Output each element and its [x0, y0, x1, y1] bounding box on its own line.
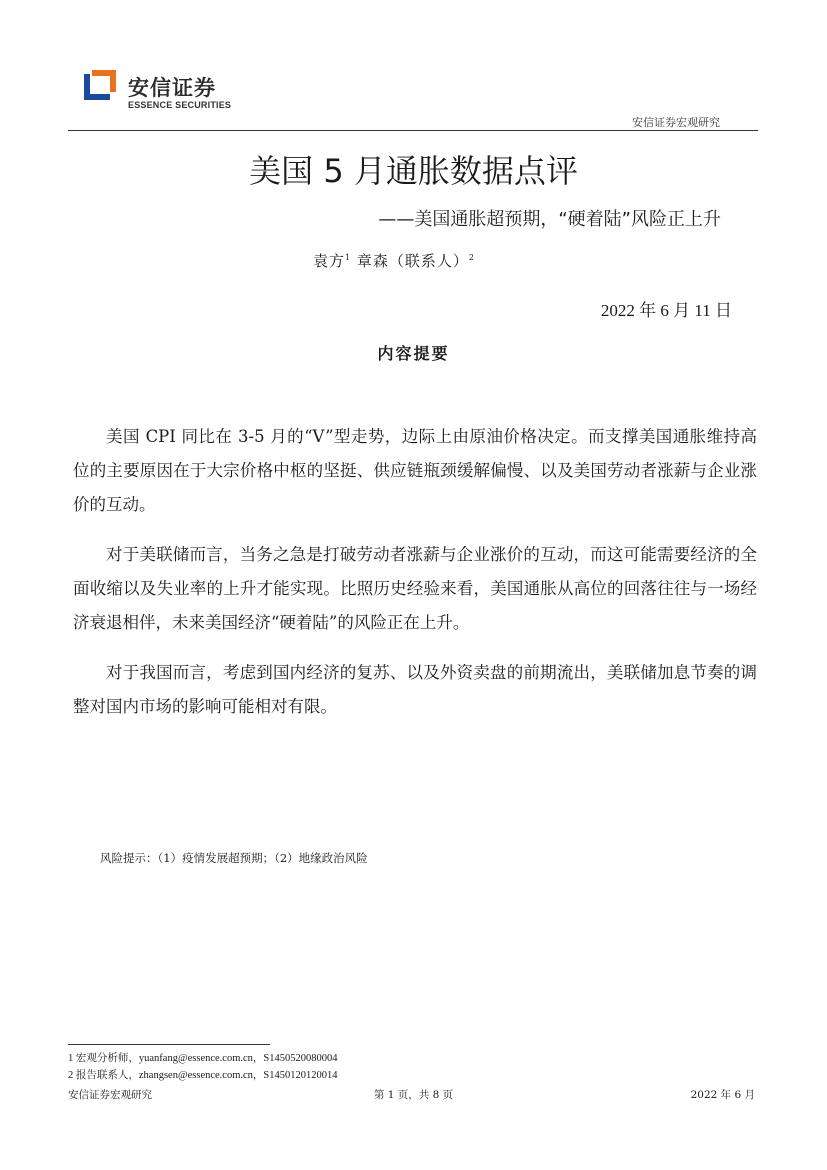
essence-logo-icon — [82, 68, 118, 102]
abstract-paragraph: 对于我国而言，考虑到国内经济的复苏、以及外资卖盘的前期流出，美联储加息节奏的调整对国内市场的影响可能相对有限。 — [73, 663, 757, 716]
footer-series: 安信证券宏观研究 — [68, 1089, 152, 1101]
author-1: 袁方 — [313, 252, 346, 270]
footer-date: 2022 年 6 月 — [690, 1089, 755, 1101]
footer-page-number: 第 1 页，共 8 页 — [373, 1089, 454, 1101]
footnote-2: 2 报告联系人，zhangsen@essence.com.cn，S1450120120014 — [68, 1070, 338, 1081]
logo-chinese-name: 安信证券 — [128, 76, 216, 100]
abstract-paragraph: 对于美联储而言，当务之急是打破劳动者涨薪与企业涨价的互动，而这可能需要经济的全面收缩以及失业率的上升才能实现。比照历史经验来看，美国通胀从高位的回落往往与一场经济衰退相伴，未来美国经济“硬着陆”的风险正在上升。 — [73, 545, 757, 632]
report-title: 美国 5 月通胀数据点评 — [249, 152, 578, 190]
footnote-divider — [68, 1044, 270, 1045]
report-date: 2022 年 6 月 11 日 — [600, 301, 732, 320]
header-report-series: 安信证券宏观研究 — [632, 116, 720, 129]
abstract-paragraph: 美国 CPI 同比在 3-5 月的“V”型走势，边际上由原油价格决定。而支撑美国通胀维持高位的主要原因在于大宗价格中枢的坚挺、供应链瓶颈缓解偏慢、以及美国劳动者涨薪与企业涨价的互动。 — [73, 427, 757, 514]
footnote-1: 1 宏观分析师，yuanfang@essence.com.cn，S1450520080004 — [68, 1053, 338, 1064]
author-1-footnote-mark: 1 — [345, 253, 352, 262]
header-divider — [68, 130, 758, 131]
risk-warning: 风险提示：（1）疫情发展超预期；（2）地缘政治风险 — [100, 851, 368, 865]
abstract-body — [73, 420, 757, 740]
report-subtitle: ——美国通胀超预期，“硬着陆”风险正上升 — [378, 209, 721, 230]
company-logo — [82, 68, 242, 114]
author-2-footnote-mark: 2 — [468, 253, 475, 262]
logo-english-name: ESSENCE SECURITIES — [128, 100, 232, 110]
authors — [313, 250, 475, 271]
author-2: 章森（联系人） — [356, 252, 469, 270]
abstract-heading: 内容提要 — [377, 344, 450, 363]
